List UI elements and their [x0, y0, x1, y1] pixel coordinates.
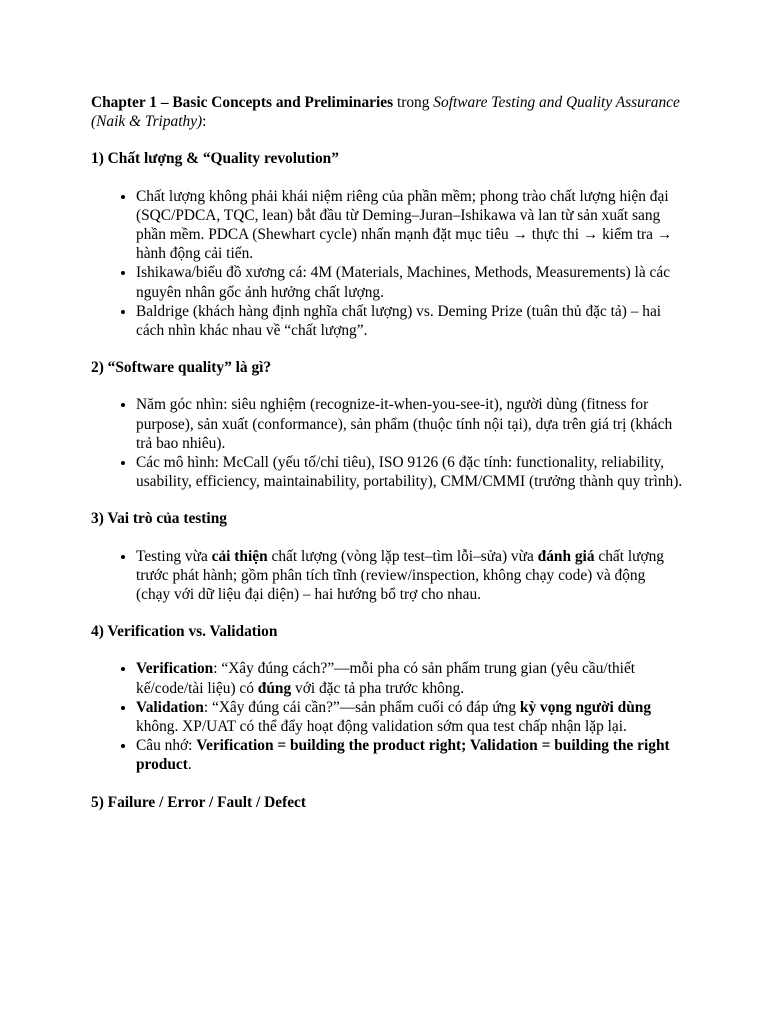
document-page — [91, 93, 683, 812]
section-list-verification-validation — [91, 659, 683, 774]
document-intro — [91, 93, 683, 131]
text-run: Testing vừa — [136, 547, 212, 565]
section-heading-verification-validation: 4) Verification vs. Validation — [91, 623, 278, 641]
bold-run: Verification — [136, 660, 214, 678]
bold-run: cải thiện — [211, 547, 268, 565]
text-run: : “Xây đúng cái cần?”—sản phẩm cuối có đáp ứng — [203, 698, 520, 716]
text-run: không. XP/UAT có thể đẩy hoạt động validation sớm qua test chấp nhận lặp lại. — [136, 718, 627, 736]
list-item — [136, 736, 683, 774]
section-list-testing-role — [91, 547, 683, 605]
bold-run: đánh giá — [537, 547, 595, 565]
list-item: • Baldrige (khách hàng định nghĩa chất lượng) vs. Deming Prize (tuân thủ đặc tả) – hai cách nhìn khác nhau về “chất lượng”. — [136, 302, 683, 340]
list-item: • Các mô hình: McCall (yếu tố/chỉ tiêu), ISO 9126 (6 đặc tính: functionality, reliability, usability, efficiency, maintainability, portability), CMM/CMMI (trưởng thành quy trình). — [136, 453, 683, 491]
text-run: : “Xây đúng cách?”—mỗi pha có sản phẩm trung gian (yêu cầu/thiết kế/code/tài liệu) có — [136, 660, 636, 697]
bold-run: Verification = building the product right; Validation = building the right product — [136, 737, 670, 774]
text-run: chất lượng (vòng lặp test–tìm lỗi–sửa) vừa — [267, 547, 538, 565]
book-title: Software Testing and Quality Assurance (Naik & Tripathy) — [91, 94, 680, 131]
section-heading-software-quality: 2) “Software quality” là gì? — [91, 359, 272, 377]
section-heading-failure-error: 5) Failure / Error / Fault / Defect — [91, 793, 306, 811]
section-list-software-quality — [91, 395, 683, 491]
text-run: . — [187, 756, 192, 774]
list-item — [136, 659, 683, 697]
text-run: chất lượng trước phát hành; gồm phân tích tĩnh (review/inspection, không chạy code) và động (chạy với dữ liệu đại diện) – hai hướng bổ trợ cho nhau. — [136, 547, 665, 604]
intro-connector: trong — [393, 94, 434, 111]
section-heading-quality: 1) Chất lượng & “Quality revolution” — [91, 150, 339, 168]
bold-run: Validation — [136, 698, 204, 716]
list-item: • Năm góc nhìn: siêu nghiệm (recognize-it-when-you-see-it), người dùng (fitness for purpose), sản xuất (conformance), sản phẩm (thuộc tính nội tại), dựa trên giá trị (khách trả bao nhiêu). — [136, 395, 683, 453]
list-item — [136, 547, 683, 605]
section-list-quality — [91, 187, 683, 341]
bold-run: đúng — [257, 679, 292, 697]
list-item: • Chất lượng không phải khái niệm riêng của phần mềm; phong trào chất lượng hiện đại (SQC/PDCA, TQC, lean) bắt đầu từ Deming–Juran–Ishikawa và lan từ sản xuất sang phần mềm. PDCA (Shewhart cycle) nhấn mạnh đặt mục tiêu → thực thi → kiểm tra → hành động cải tiến. — [136, 187, 683, 264]
intro-colon: : — [202, 113, 207, 131]
text-run: với đặc tả pha trước không. — [291, 679, 465, 697]
bold-run: kỳ vọng người dùng — [519, 698, 652, 716]
text-run: Câu nhớ: — [136, 737, 197, 755]
list-item — [136, 698, 683, 736]
section-heading-testing-role: 3) Vai trò của testing — [91, 510, 227, 528]
chapter-title: Chapter 1 – Basic Concepts and Preliminaries — [91, 94, 394, 111]
list-item: • Ishikawa/biểu đồ xương cá: 4M (Materials, Machines, Methods, Measurements) là các nguyên nhân gốc ảnh hưởng chất lượng. — [136, 263, 683, 301]
